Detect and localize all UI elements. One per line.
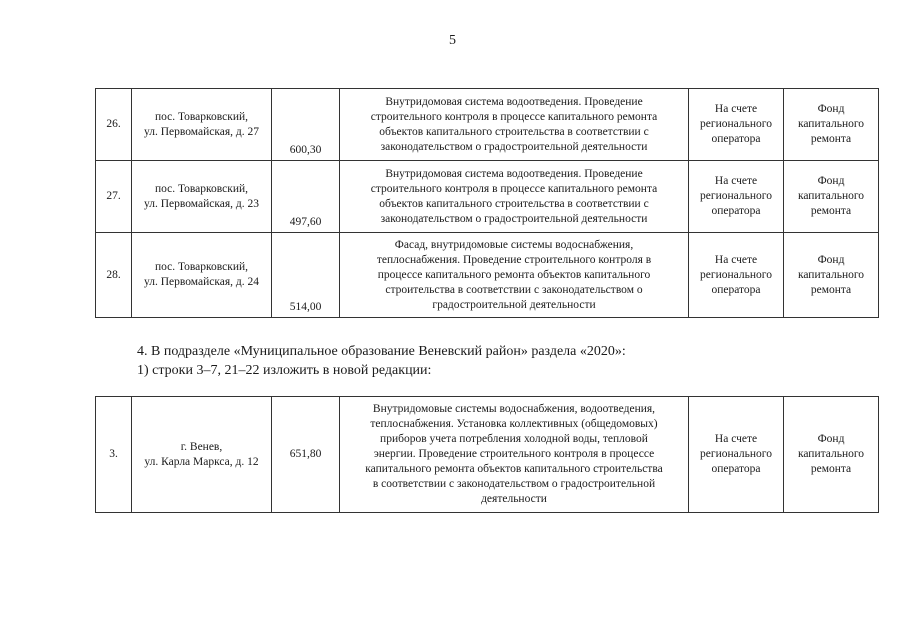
row-number: 28.: [96, 233, 132, 318]
row-funding-account: На счете регионального оператора: [689, 89, 784, 161]
row-cost: 514,00: [272, 233, 340, 318]
row-fund-type: Фонд капитального ремонта: [784, 161, 879, 233]
row-fund-type: Фонд капитального ремонта: [784, 397, 879, 513]
row-funding-account: На счете регионального оператора: [689, 233, 784, 318]
page-number: 5: [449, 33, 456, 48]
instruction-paragraph: 1) строки 3–7, 21–22 изложить в новой редакции:: [137, 363, 432, 378]
table-row: [96, 161, 879, 233]
row-work-description: Внутридомовые системы водоснабжения, водоотведения, теплоснабжения. Установка коллективных (общедомовых) приборов учета потребления холодной воды, тепловой энергии. Проведение строительного контроля в процессе капитального ремонта объектов капитального строительства в соответствии с законодательством о градостроительной деятельности: [340, 397, 689, 513]
address-table-2020: [95, 396, 879, 513]
table-row: [96, 89, 879, 161]
row-work-description: Фасад, внутридомовые системы водоснабжения, теплоснабжения. Проведение строительного контроля в процессе капитального ремонта объектов капитального строительства в соответствии с законодательством о градостроительной деятельности: [340, 233, 689, 318]
row-cost: 497,60: [272, 161, 340, 233]
row-work-description: Внутридомовая система водоотведения. Проведение строительного контроля в процессе капитального ремонта объектов капитального строительства в соответствии с законодательством о градостроительной деятельности: [340, 89, 689, 161]
row-funding-account: На счете регионального оператора: [689, 397, 784, 513]
row-address: пос. Товарковский, ул. Первомайская, д. 27: [132, 89, 272, 161]
row-fund-type: Фонд капитального ремонта: [784, 233, 879, 318]
row-fund-type: Фонд капитального ремонта: [784, 89, 879, 161]
row-number: 27.: [96, 161, 132, 233]
table-row: [96, 233, 879, 318]
section-paragraph: 4. В подразделе «Муниципальное образование Веневский район» раздела «2020»:: [137, 344, 626, 359]
row-funding-account: На счете регионального оператора: [689, 161, 784, 233]
row-cost: 651,80: [272, 397, 340, 513]
row-work-description: Внутридомовая система водоотведения. Проведение строительного контроля в процессе капитального ремонта объектов капитального строительства в соответствии с законодательством о градостроительной деятельности: [340, 161, 689, 233]
row-cost: 600,30: [272, 89, 340, 161]
row-address: пос. Товарковский, ул. Первомайская, д. 23: [132, 161, 272, 233]
table-row: [96, 397, 879, 513]
address-table-2019: [95, 88, 879, 318]
row-number: 26.: [96, 89, 132, 161]
row-address: г. Венев, ул. Карла Маркса, д. 12: [132, 397, 272, 513]
row-number: 3.: [96, 397, 132, 513]
row-address: пос. Товарковский, ул. Первомайская, д. 24: [132, 233, 272, 318]
